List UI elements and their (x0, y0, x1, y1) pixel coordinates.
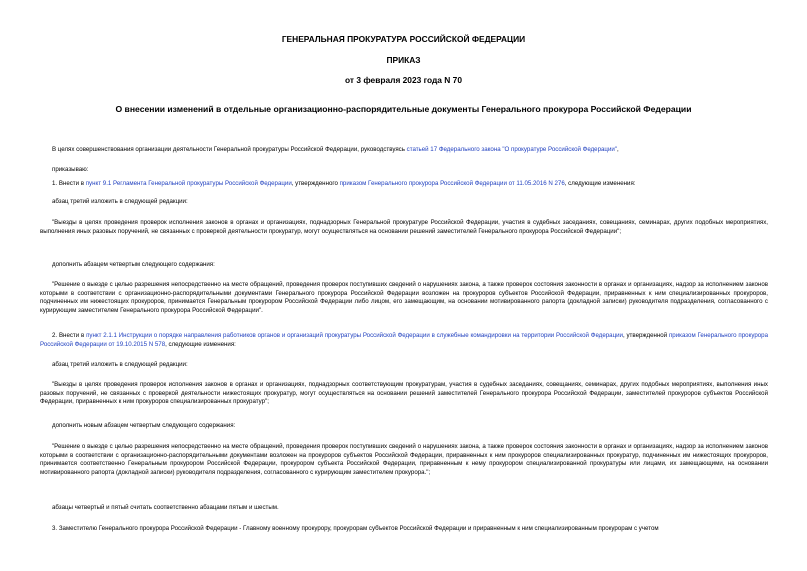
p2-text: 2. Внести в (52, 332, 87, 339)
intro-paragraph (40, 146, 768, 155)
p1-text-end: , следующие изменения: (564, 180, 636, 187)
intro-text: В целях совершенствования организации деятельности Генеральной прокуратуры Российской Федерации, руководствуясь (52, 146, 407, 153)
link-order-276[interactable]: приказом Генерального прокурора Российской Федерации от 11.05.2016 N 276 (339, 180, 565, 187)
link-reglament-9-1[interactable]: пункт 9.1 Регламента Генеральной прокуратуры Российской Федерации (85, 180, 292, 187)
organization-name: ГЕНЕРАЛЬНАЯ ПРОКУРАТУРА РОССИЙСКОЙ ФЕДЕРАЦИИ (281, 34, 526, 44)
order-word: приказываю: (52, 166, 89, 173)
p1-quote-1: "Выезды в целях проведения проверок исполнения законов в органах и организациях, поднадзорных Генеральной прокуратуре Российской Федерации, участия в судебных заседаниях, совещаниях, семинарах, других подобных мероприятиях, выполнения иных разовых поручений, не связанных с проверкой деятельности прокуратур, могут осуществляться на основании решений заместителей Генерального прокурора Российской Федерации"; (40, 219, 768, 235)
p2-text-mid: , утвержденной (622, 332, 669, 339)
link-law-article-17[interactable]: статьей 17 Федерального закона "О прокуратуре Российской Федерации" (406, 146, 617, 153)
document-title: О внесении изменений в отдельные организационно-распорядительные документы Генерального прокурора Российской Федерации (115, 104, 692, 114)
link-order-578[interactable]: приказом Генерального прокурора Российской Федерации от 19.10.2015 N 578 (40, 332, 768, 348)
p2-text-end: , следующие изменения: (165, 340, 236, 348)
paragraph-1 (40, 180, 768, 189)
p1-instruction-a: абзац третий изложить в следующей редакции: (52, 198, 188, 205)
document-type: ПРИКАЗ (386, 55, 421, 65)
document-date-number: от 3 февраля 2023 года N 70 (345, 75, 462, 85)
p1-text: 1. Внести в (52, 180, 86, 187)
p2-instruction-a: абзац третий изложить в следующей редакции: (52, 361, 188, 368)
link-instruction-2-1-1[interactable]: пункт 2.1.1 Инструкции о порядке направления работников органов и организаций прокуратуры Российской Федерации в служебные командировки на территории Российской Федерации (86, 332, 623, 339)
paragraph-3: 3. Заместителю Генерального прокурора Российской Федерации - Главному военному прокурору, прокурорам субъектов Российской Федерации и приравненным к ним специализированным прокурорам с учетом (52, 525, 659, 532)
p2-instruction-b: дополнить новым абзацем четвертым следующего содержания: (52, 422, 236, 429)
p1-instruction-b: дополнить абзацем четвертым следующего содержания: (52, 261, 215, 268)
p2-quote-1: "Выезды в целях проведения проверок исполнения законов в органах и организациях, поднадзорных соответствующим прокуратурам, участия в судебных заседаниях, совещаниях, семинарах, других подобных мероприятиях, выполнения иных разовых поручений, не связанных с проверкой деятельности нижестоящих прокуратур, могут осуществляться на основании решений заместителей Генерального прокурора Российской Федерации, заместителей прокуроров субъектов Российской Федерации, приравненных к ним прокуроров специализированных прокуратур"; (40, 381, 768, 406)
paragraph-2 (40, 332, 768, 349)
p1-quote-2: "Решение о выезде с целью разрешения непосредственно на месте обращений, проведения проверок поступивших сведений о нарушениях закона, а также проверок состояния законности в органах и организациях, надзор за исполнением законов которыми в соответствии с организационно-распорядительными документами Генерального прокурора Российской Федерации возложен на прокуроров субъектов Российской Федерации, приравненных к ним специализированных прокуроров, подчиненных им нижестоящих прокуроров, принимается Генеральным прокурором Российской Федерации либо лицом, его замещающим, на основании мотивированного рапорта (докладной записки) руководителя подразделения, согласованного с курирующим заместителем Генерального прокурора Российской Федерации". (40, 281, 768, 315)
p2-instruction-c: абзацы четвертый и пятый считать соответственно абзацами пятым и шестым. (52, 504, 279, 511)
p1-text-mid: , утвержденного (291, 180, 340, 187)
p2-quote-2: "Решение о выезде с целью разрешения непосредственно на месте обращений, проведения проверок поступивших сведений о нарушениях закона, а также проверок состояния законности в органах и организациях, надзор за исполнением законов которыми в соответствии с организационно-распорядительными документами возложен на прокуроров субъектов Российской Федерации, приравненных к ним прокуроров специализированных прокуратур, подчиненных им нижестоящих прокуроров, принимается соответственно Генеральным прокурором Российской Федерации, прокурором субъекта Российской Федерации, приравненным к нему прокурором специализированной прокуратуры или лицами, их замещающими, на основании мотивированного рапорта (докладной записки) руководителя подразделения, согласованного с курирующим заместителем прокурора."; (40, 443, 768, 477)
intro-text-end: , (616, 146, 619, 153)
